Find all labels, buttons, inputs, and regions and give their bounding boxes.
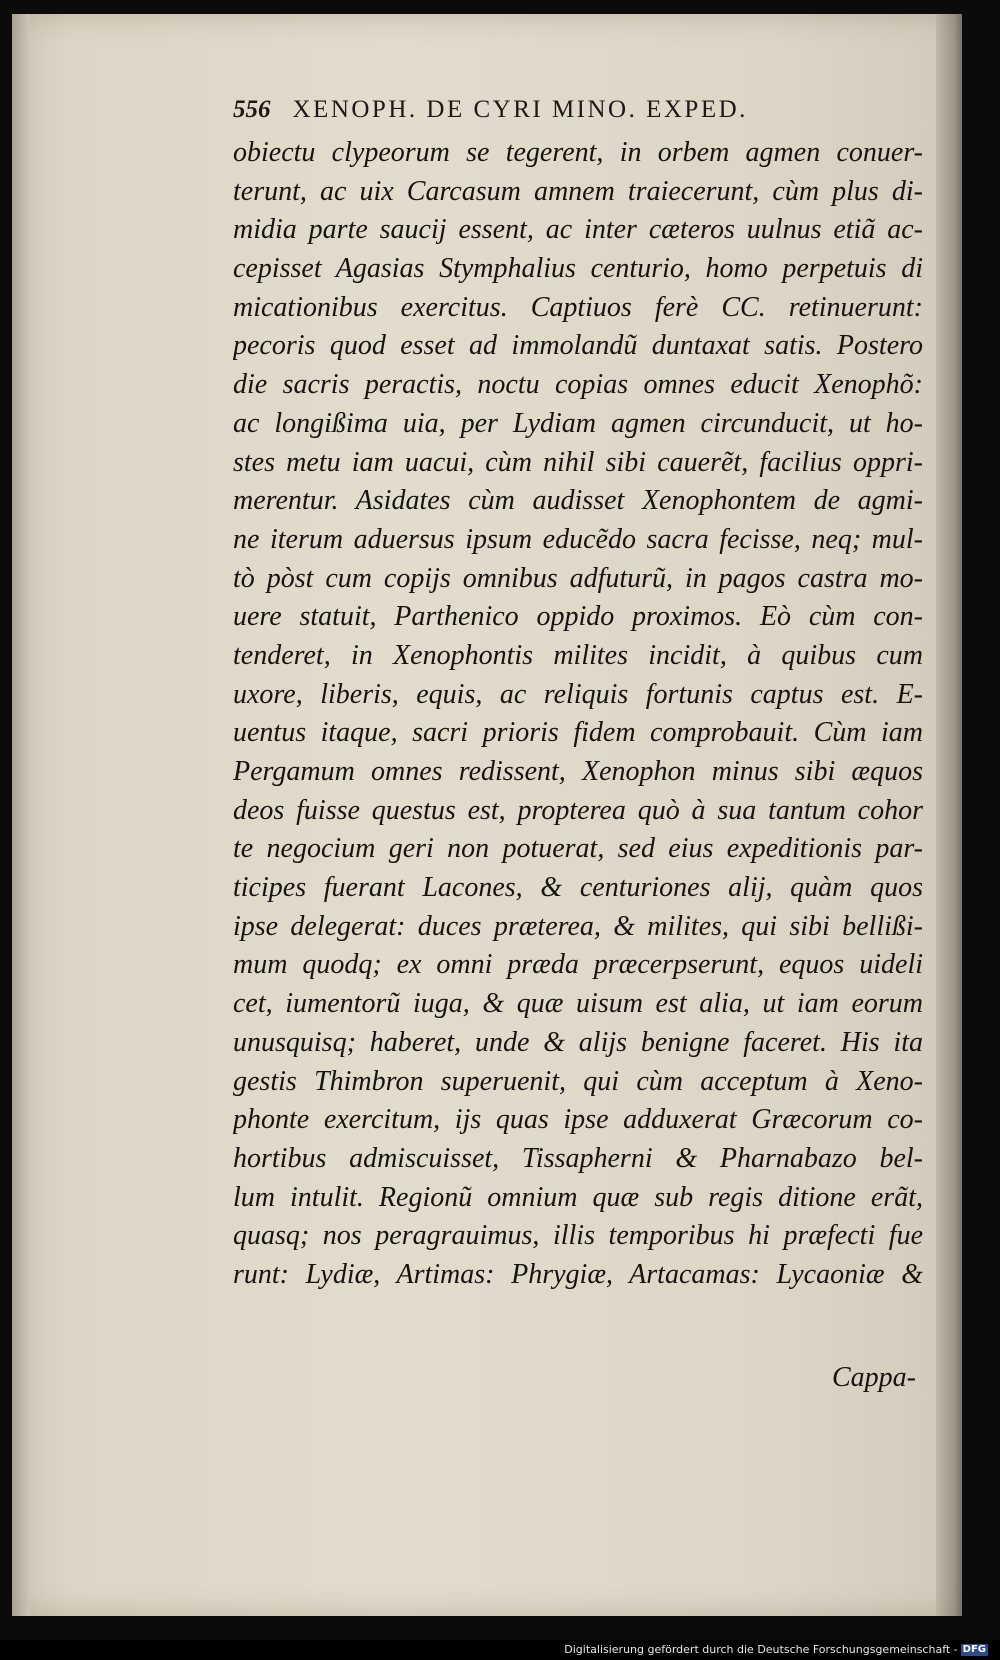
text-line: lum intulit. Regionũ omnium quæ sub regis ditione erãt,	[233, 1181, 923, 1213]
text-line: ipse delegerat: duces præterea, & milites, qui sibi bellißi-	[233, 910, 923, 942]
text-line: Pergamum omnes redissent, Xenophon minus sibi æquos	[233, 756, 923, 787]
text-line: cet, iumentorũ iuga, & quæ uisum est alia, ut iam eorum	[233, 988, 923, 1020]
text-line: ne iterum aduersus ipsum educẽdo sacra fecisse, neq; mul-	[233, 523, 923, 555]
text-line: merentur. Asidates cùm audisset Xenophontem de agmi-	[233, 485, 923, 517]
text-line: te negocium geri non potuerat, sed eius expeditionis par-	[233, 833, 923, 865]
text-line: tò pòst cum copijs omnibus adfuturũ, in pagos castra mo-	[233, 562, 923, 594]
text-line: unusquisq; haberet, unde & alijs benigne faceret. His ita	[233, 1026, 923, 1058]
catchword: Cappa-	[832, 1362, 916, 1393]
text-line: tenderet, in Xenophontis milites incidit, à quibus cum	[233, 639, 923, 671]
running-title: XENOPH. DE CYRI MINO. EXPED.	[292, 96, 748, 123]
funding-credit-text: Digitalisierung gefördert durch die Deutsche Forschungsgemeinschaft -	[564, 1643, 958, 1656]
text-line: runt: Lydiæ, Artimas: Phrygiæ, Artacamas: Lycaoniæ &	[233, 1258, 923, 1290]
text-line: pecoris quod esset ad immolandũ duntaxat satis. Postero	[233, 330, 923, 362]
running-head	[233, 96, 923, 132]
text-line: phonte exercitum, ijs quas ipse adduxerat Græcorum co-	[233, 1104, 923, 1136]
text-line: obiectu clypeorum se tegerent, in orbem agmen conuer-	[233, 137, 923, 168]
text-line: uxore, liberis, equis, ac reliquis fortunis captus est. E-	[233, 678, 923, 710]
text-line: hortibus admiscuisset, Tissapherni & Pharnabazo bel-	[233, 1142, 923, 1174]
page-gutter-shadow	[12, 14, 30, 1616]
text-line: midia parte saucij essent, ac inter cæteros uulnus etiã ac-	[233, 214, 923, 246]
funding-credit	[564, 1643, 988, 1656]
text-line: stes metu iam uacui, cùm nihil sibi cauerẽt, facilius oppri-	[233, 446, 923, 478]
text-line: ticipes fuerant Lacones, & centuriones alij, quàm quos	[233, 872, 923, 904]
text-line: mum quodq; ex omni præda præcerpserunt, equos uideli	[233, 949, 923, 981]
text-line: uentus itaque, sacri prioris fidem comprobauit. Cùm iam	[233, 717, 923, 749]
text-line: cepisset Agasias Stymphalius centurio, homo perpetuis di	[233, 253, 923, 285]
text-line: micationibus exercitus. Captiuos ferè CC. retinuerunt:	[233, 291, 923, 323]
body-text	[233, 134, 923, 1295]
text-line: die sacris peractis, noctu copias omnes educit Xenophõ:	[233, 369, 923, 401]
text-line: quasq; nos peragrauimus, illis temporibus hi præfecti fue	[233, 1220, 923, 1252]
text-line: gestis Thimbron superuenit, qui cùm acceptum à Xeno-	[233, 1065, 923, 1097]
text-line: terunt, ac uix Carcasum amnem traiecerunt, cùm plus di-	[233, 175, 923, 207]
text-line: ac longißima uia, per Lydiam agmen circunducit, ut ho-	[233, 407, 923, 439]
page-fore-edge	[936, 14, 962, 1616]
text-line: deos fuisse questus est, propterea quò à sua tantum cohor	[233, 794, 923, 826]
page-number: 556	[233, 96, 271, 123]
text-line: uere statuit, Parthenico oppido proximos. Eò cùm con-	[233, 601, 923, 633]
dfg-logo: DFG	[962, 1644, 986, 1655]
